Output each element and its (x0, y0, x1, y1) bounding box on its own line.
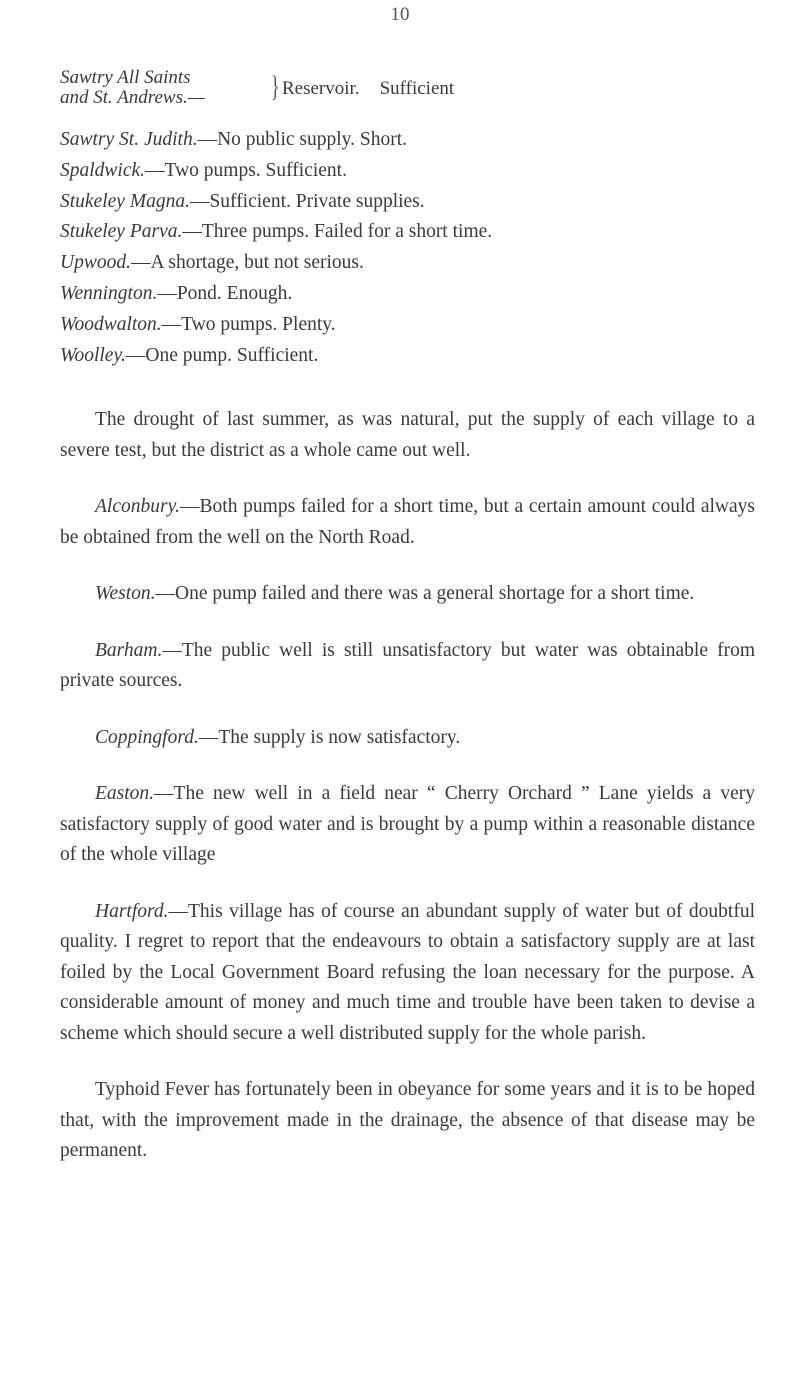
list-item (60, 248, 760, 279)
entry-place: Stukeley Magna. (60, 190, 190, 212)
entry-place: Stukeley Parva. (60, 221, 183, 243)
entry-place (60, 68, 205, 108)
village-entries-list (60, 125, 760, 371)
list-item (60, 125, 760, 156)
entry-place: Wennington. (60, 282, 158, 304)
paragraph-hartford (60, 897, 755, 1050)
entry-text: —Pond. Enough. (157, 282, 293, 304)
entry-source: Reservoir. (282, 78, 360, 99)
entry-text: —No public supply. Short. (197, 129, 408, 150)
entry-place: Spaldwick. (60, 159, 146, 181)
list-item (60, 279, 760, 310)
brace-glyph: } (270, 70, 280, 103)
entry-text: —Two pumps. Plenty. (161, 313, 336, 335)
paragraph-easton (60, 779, 755, 871)
entry-supply-info (282, 79, 454, 99)
entry-place: Woodwalton. (60, 313, 162, 335)
entry-place: Sawtry St. Judith. (60, 129, 198, 150)
entry-place-line-1: Sawtry All Saints (60, 67, 191, 88)
entry-text: —Two pumps. Sufficient. (145, 159, 347, 181)
entry-text: —A shortage, but not serious. (130, 252, 364, 274)
list-item (60, 341, 760, 372)
list-item (60, 156, 760, 187)
list-item (60, 310, 760, 341)
paragraph-coppingford (60, 723, 755, 754)
entry-text: —One pump. Sufficient. (125, 344, 319, 366)
paragraph-text: —One pump failed and there was a general shortage for a short time. (155, 583, 695, 604)
report-body (60, 405, 755, 1193)
paragraph-place: Coppingford. (95, 726, 199, 748)
paragraph-drought: The drought of last summer, as was natural, put the supply of each village to a severe test, but the district as a whole came out well. (60, 409, 755, 461)
entry-status: Sufficient (379, 78, 455, 99)
paragraph-text: —This village has of course an abundant supply of water but of doubtful quality. I regret to report that the endeavours to obtain a satisfactory supply are at last foiled by the Local Government Board refusing the loan necessary for the purpose. A considerable amount of money and much time and trouble have been taken to devise a scheme which should secure a well distributed supply for the whole parish. (60, 900, 755, 1044)
paragraph-typhoid: Typhoid Fever has fortunately been in obeyance for some years and it is to be hoped that, with the improvement made in the drainage, the absence of that disease may be permanent. (60, 1079, 755, 1161)
entry-place-line-2: and St. Andrews.— (60, 87, 205, 108)
paragraph-barham (60, 636, 755, 697)
paragraph-text: —The public well is still unsatisfactory but water was obtainable from private sources. (60, 639, 755, 691)
paragraph-weston (60, 579, 755, 610)
paragraph-place: Barham. (95, 639, 163, 661)
entry-sawtry-all-saints (60, 68, 760, 120)
list-item (60, 187, 760, 218)
list-item (60, 217, 760, 248)
paragraph-place: Easton. (95, 783, 155, 804)
paragraph-text: —The new well in a field near “ Cherry Orchard ” Lane yields a very satisfactory supply of good water and is brought by a pump within a reasonable distance of the whole village (60, 783, 755, 865)
paragraph-place: Hartford. (95, 900, 169, 922)
paragraph-text: —The supply is now satisfactory. (198, 726, 461, 748)
paragraph-alconbury (60, 492, 755, 553)
paragraph-place: Weston. (95, 583, 156, 604)
entry-place: Upwood. (60, 252, 131, 274)
paragraph-place: Alconbury. (95, 496, 181, 517)
entry-text: —Sufficient. Private supplies. (189, 190, 425, 212)
page-number: 10 (390, 4, 410, 25)
paragraph-text: —Both pumps failed for a short time, but a certain amount could always be obtained from the well on the North Road. (60, 496, 755, 548)
entry-place: Woolley. (60, 344, 126, 366)
entry-text: —Three pumps. Failed for a short time. (182, 221, 493, 243)
